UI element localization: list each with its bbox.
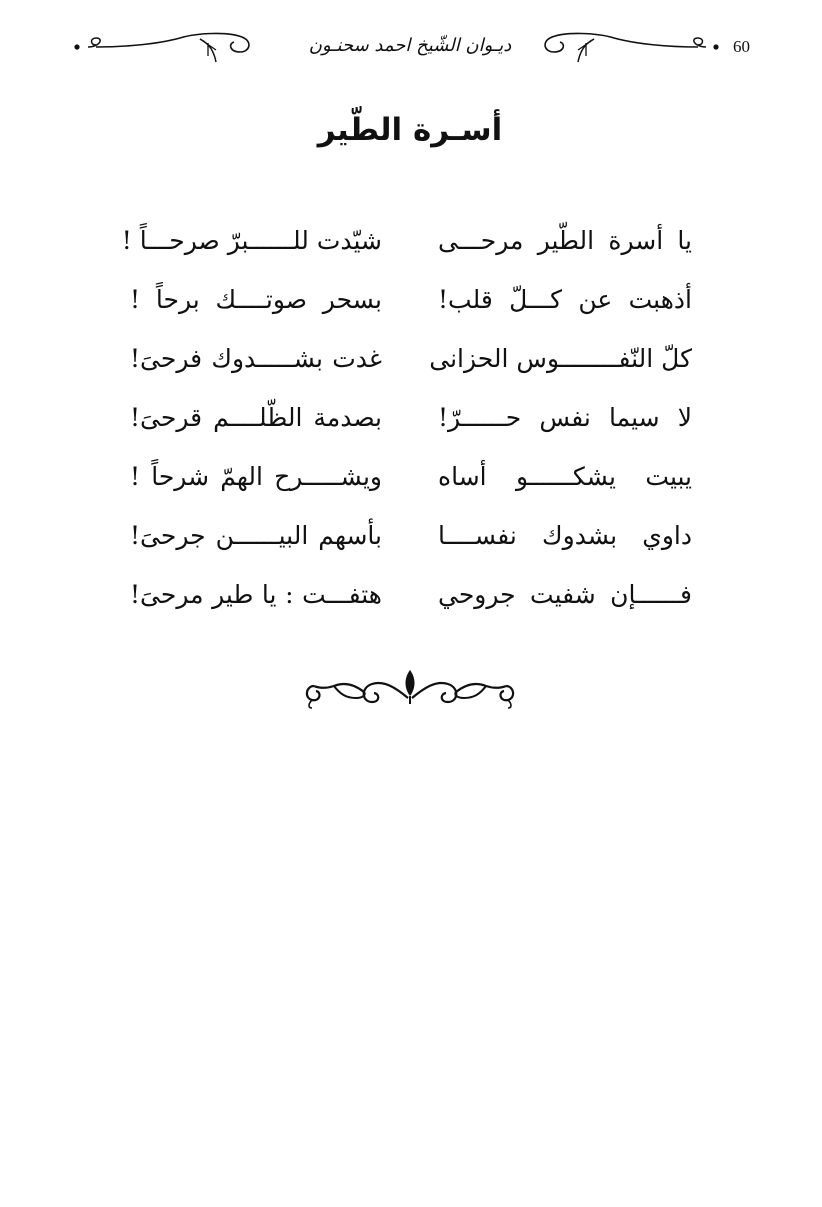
verse-first-hemistich: أذهبت عن كـــلّ قلب! [438, 285, 692, 314]
verse-first-hemistich: داوي بشدوك نفســــا [438, 521, 692, 550]
poem-verses [0, 212, 822, 642]
poem-title: أسـرة الطّير [317, 112, 503, 148]
verse-line [0, 566, 822, 624]
verse-line [0, 330, 822, 388]
verse-first-hemistich: فــــــإن شفيت جروحي [438, 580, 692, 609]
verse-second-hemistich: بأسهم البيــــــن جرحىَ! [130, 521, 382, 550]
verse-line [0, 448, 822, 506]
verse-first-hemistich: يا أسرة الطّير مرحـــى [438, 226, 692, 255]
closing-flourish [300, 664, 520, 712]
verse-second-hemistich: هتفـــت : يا طير مرحىَ! [130, 580, 382, 609]
verse-line [0, 271, 822, 329]
verse-line [0, 389, 822, 447]
header-flourish-right [540, 30, 730, 70]
verse-line [0, 507, 822, 565]
verse-second-hemistich: بصدمة الظّلــــم قرحىَ! [130, 403, 382, 432]
verse-second-hemistich: بسحر صوتــــك برحاً ! [130, 285, 382, 314]
header-title: ديـوان الشّيخ احمد سحنـون [308, 35, 512, 56]
page-number: 60 [733, 37, 750, 56]
header-flourish-left [66, 30, 256, 70]
verse-line [0, 212, 822, 270]
verse-second-hemistich: شيّدت للــــــبرّ صرحـــاً ! [121, 226, 382, 255]
verse-first-hemistich: كلّ النّفــــــــوس الحزانى [429, 344, 692, 373]
verse-second-hemistich: ويشـــــرح الهمّ شرحاً ! [130, 462, 382, 491]
verse-second-hemistich: غدت بشـــــدوك فرحىَ! [130, 344, 382, 373]
verse-first-hemistich: يبيت يشكــــــو أساه [438, 462, 692, 491]
verse-first-hemistich: لا سيما نفس حــــــرّ! [438, 403, 692, 432]
